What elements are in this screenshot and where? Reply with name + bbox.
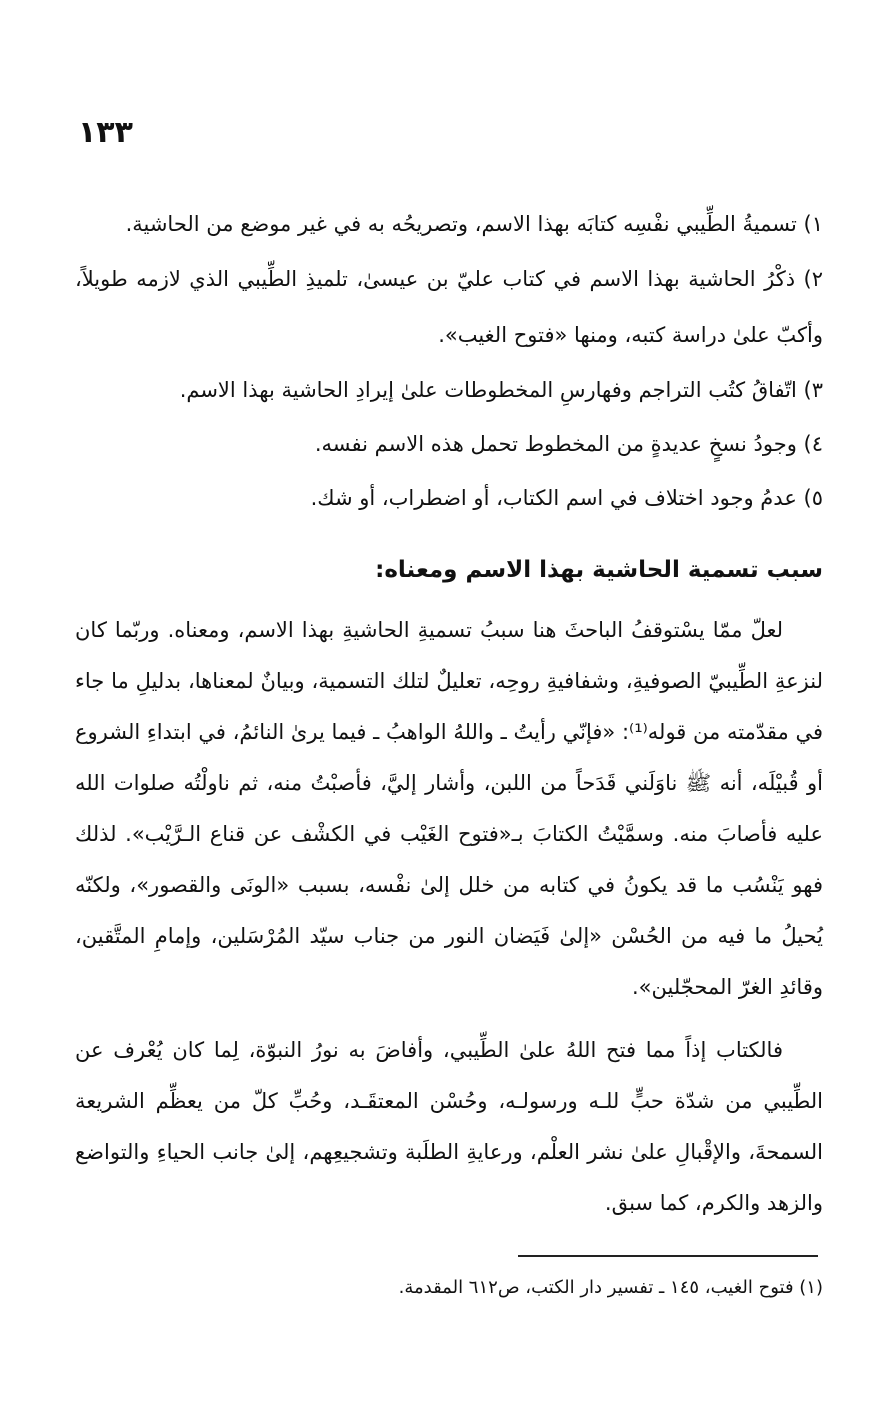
page-body <box>75 197 823 1229</box>
body-paragraph: فالكتاب إذاً مما فتح اللهُ علىٰ الطِّيبي، وأفاضَ به نورُ النبوّة، لِما كان يُعْرف عن الطِّيبي من شدّة حبٍّ للـه ورسولـه، وحُسْن المعتقَـد، وحُبِّ كلّ من يعظِّم الشريعة السمحةَ، والإقْبالِ علىٰ نشر العلْم، ورعايةِ الطلَبة وتشجيعِهم، إلىٰ جانب الحياءِ والتواضع والزهد والكرم، كما سبق. <box>75 1038 823 1215</box>
list-item: ٢) ذكْرُ الحاشية بهذا الاسم في كتاب عليّ بن عيسىٰ، تلميذِ الطِّيبي الذي لازمه طويلاً، وأكبّ علىٰ دراسة كتبه، ومنها «فتوح الغيب». <box>75 267 823 347</box>
list-item: ٤) وجودُ نسخٍ عديدةٍ من المخطوط تحمل هذه الاسم نفسه. <box>314 432 823 456</box>
list-item: ١) تسميةُ الطِّيبي نفْسِه كتابَه بهذا الاسم، وتصريحُه به في غير موضع من الحاشية. <box>125 212 823 236</box>
list-item: ٥) عدمُ وجود اختلاف في اسم الكتاب، أو اضطراب، أو شك. <box>310 486 823 510</box>
page-number: ١٣٣ <box>78 115 133 150</box>
list-item: ٣) اتّفاقُ كتُب التراجم وفهارسِ المخطوطات علىٰ إيرادِ الحاشية بهذا الاسم. <box>179 378 823 402</box>
body-paragraph: لعلّ ممّا يسْتوقفُ الباحثَ هنا سببُ تسميةِ الحاشيةِ بهذا الاسم، ومعناه. وربّما كان لنزعةِ الطِّيبيّ الصوفيةِ، وشفافيةِ روحِه، تعليلٌ لتلك التسمية، وبيانٌ لمعناها، بدليلِ ما جاء في مقدّمته من قوله⁽¹⁾: «فإنّي رأيتُ ـ واللهُ الواهبُ ـ فيما يرىٰ النائمُ، في ابتداءِ الشروع أو قُبيْلَه، أنه ﷺ ناوَلَني قَدَحاً من اللبن، وأشار إليَّ، فأصبْتُ منه، ثم ناولْتُه صلوات الله عليه فأصابَ منه. وسمَّيْتُ الكتابَ بـ«فتوح الغَيْب في الكشْف عن قناع الـرَّيْب». لذلك فهو يَنْسُب ما قد يكونُ في كتابه من خلل إلىٰ نفْسه، بسبب «الونَى والقصور»، ولكنّه يُحيلُ ما فيه من الحُسْن «إلىٰ فَيَضان النور من جناب سيّد المُرْسَلين، وإمامِ المتَّقين، وقائدِ الغرّ المحجّلين». <box>75 618 823 999</box>
section-heading: سبب تسمية الحاشية بهذا الاسم ومعناه: <box>375 557 823 583</box>
footnote-divider <box>518 1255 818 1257</box>
footnote: (١) فتوح الغيب، ١٤٥ ـ تفسير دار الكتب، ص٦١٢ المقدمة. <box>398 1277 823 1298</box>
